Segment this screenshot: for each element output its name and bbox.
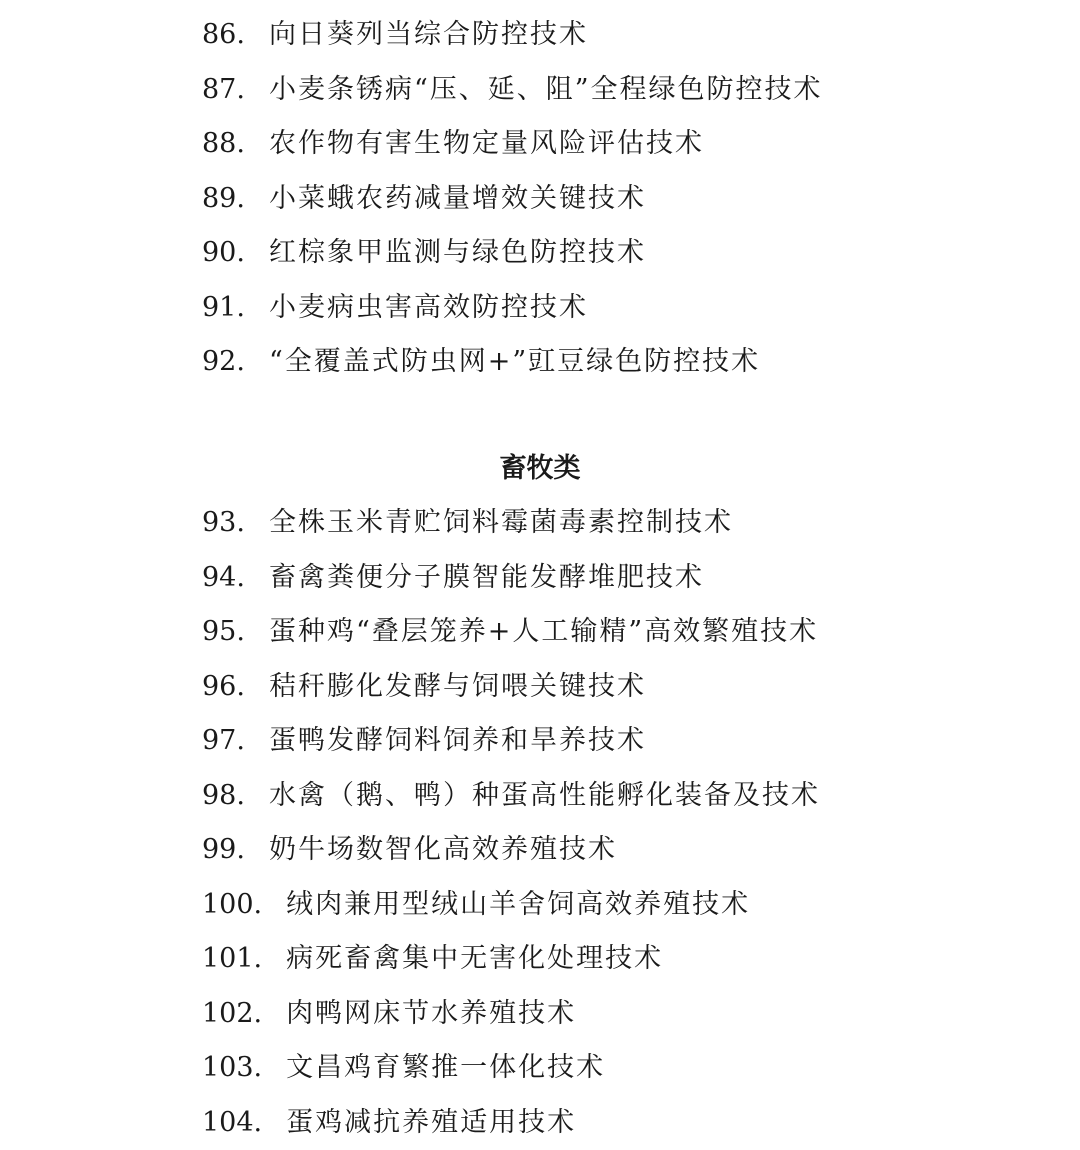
list-item (202, 281, 823, 336)
technology-list-plant-protection (202, 8, 823, 390)
item-number: 90. (202, 237, 245, 268)
item-text: 红棕象甲监测与绿色防控技术 (268, 237, 646, 268)
list-item (202, 335, 823, 390)
item-text: 肉鸭网床节水养殖技术 (286, 997, 577, 1029)
item-number: 100. (202, 888, 263, 920)
item-number: 95. (202, 616, 245, 647)
section-title-livestock: 畜牧类 (499, 453, 581, 484)
item-number: 91. (202, 291, 245, 323)
list-item (202, 1096, 820, 1150)
item-number: 103. (202, 1052, 263, 1083)
technology-list-livestock (202, 496, 820, 1150)
item-text: “全覆盖式防虫网+”豇豆绿色防控技术 (268, 346, 761, 377)
item-number: 99. (202, 834, 245, 865)
item-number: 102. (202, 997, 263, 1029)
item-text: 文昌鸡育繁推一体化技术 (286, 1052, 606, 1083)
item-text: 小菜蛾农药减量增效关键技术 (268, 182, 646, 214)
item-number: 104. (202, 1106, 263, 1138)
item-number: 96. (202, 670, 245, 702)
list-item (202, 769, 820, 824)
item-text: 蛋种鸡“叠层笼养+人工输精”高效繁殖技术 (268, 616, 819, 647)
list-item (202, 878, 820, 933)
item-number: 87. (202, 73, 245, 105)
item-number: 86. (202, 19, 245, 50)
list-item (202, 551, 820, 606)
item-text: 蛋鸡减抗养殖适用技术 (286, 1106, 577, 1138)
list-item (202, 496, 820, 551)
item-text: 畜禽粪便分子膜智能发酵堆肥技术 (268, 561, 704, 593)
list-item (202, 1041, 820, 1096)
list-item (202, 605, 820, 660)
list-item (202, 117, 823, 172)
item-text: 绒肉兼用型绒山羊舍饲高效养殖技术 (286, 888, 751, 920)
item-text: 全株玉米青贮饲料霉菌毒素控制技术 (268, 507, 733, 538)
list-item (202, 63, 823, 118)
item-number: 94. (202, 561, 245, 593)
list-item (202, 823, 820, 878)
item-text: 农作物有害生物定量风险评估技术 (268, 128, 704, 159)
item-number: 101. (202, 943, 263, 974)
list-item (202, 660, 820, 715)
item-text: 小麦病虫害高效防控技术 (268, 291, 588, 323)
item-text: 小麦条锈病“压、延、阻”全程绿色防控技术 (268, 73, 823, 105)
item-text: 蛋鸭发酵饲料饲养和旱养技术 (268, 725, 646, 756)
item-number: 92. (202, 346, 245, 377)
item-text: 病死畜禽集中无害化处理技术 (286, 943, 664, 974)
item-number: 88. (202, 128, 245, 159)
list-item (202, 8, 823, 63)
list-item (202, 226, 823, 281)
item-text: 向日葵列当综合防控技术 (268, 19, 588, 50)
item-text: 秸秆膨化发酵与饲喂关键技术 (268, 670, 646, 702)
item-number: 98. (202, 779, 245, 811)
item-text: 奶牛场数智化高效养殖技术 (268, 834, 617, 865)
item-number: 97. (202, 725, 245, 756)
item-number: 89. (202, 182, 245, 214)
list-item (202, 172, 823, 227)
list-item (202, 987, 820, 1042)
item-number: 93. (202, 507, 245, 538)
list-item (202, 714, 820, 769)
item-text: 水禽（鹅、鸭）种蛋高性能孵化装备及技术 (268, 779, 820, 811)
list-item (202, 932, 820, 987)
